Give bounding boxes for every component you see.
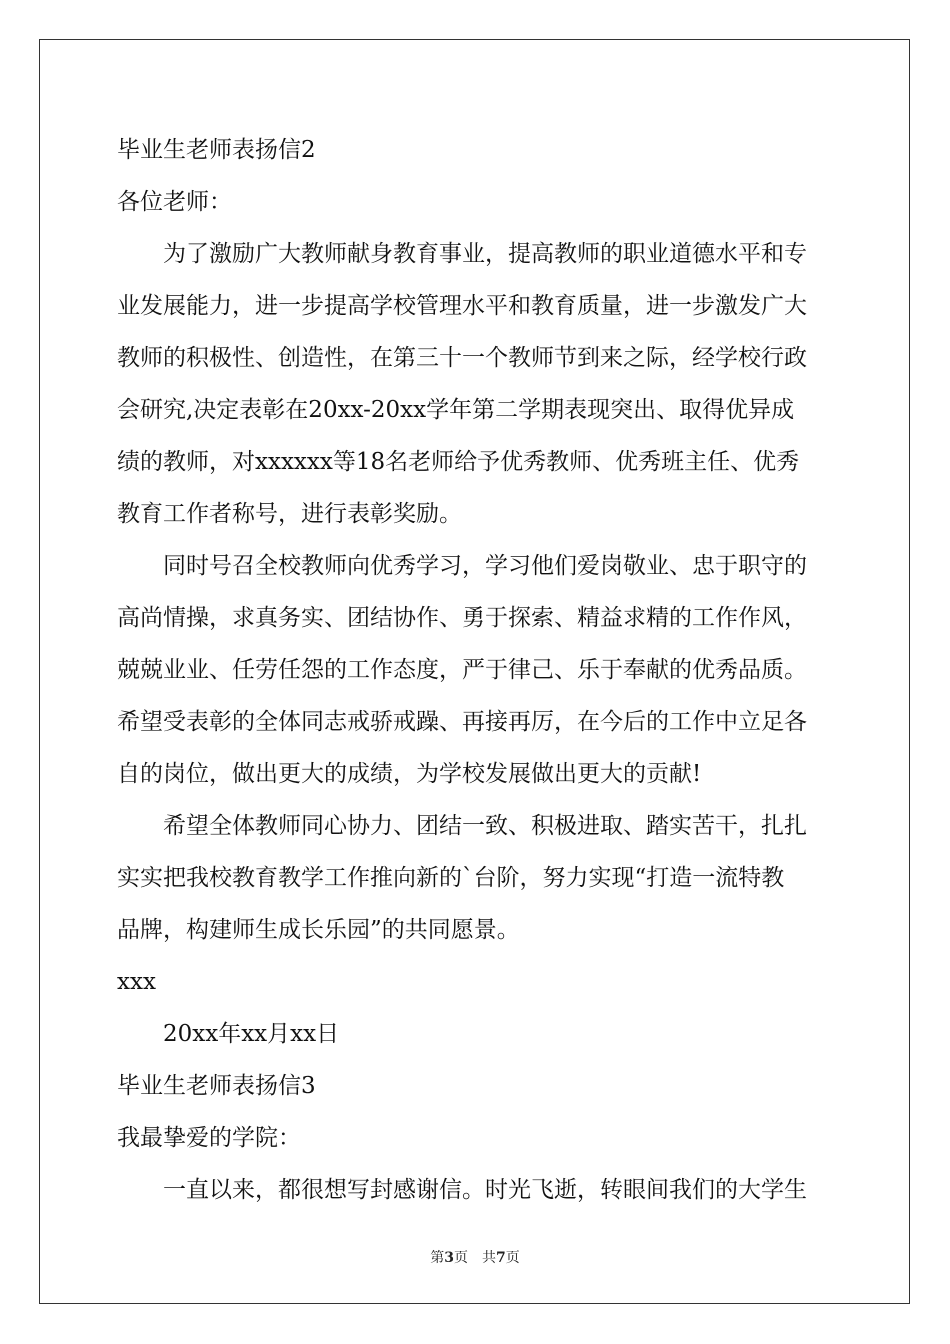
paragraph-line: 同时号召全校教师向优秀学习，学习他们爱岗敬业、忠于职守的 xyxy=(163,553,807,579)
paragraph-line: 自的岗位，做出更大的成绩，为学校发展做出更大的贡献! xyxy=(117,761,702,787)
letter-heading: 毕业生老师表扬信2 xyxy=(117,137,316,163)
salutation: 我最挚爱的学院： xyxy=(117,1125,301,1151)
paragraph-line: 希望受表彰的全体同志戒骄戒躁、再接再厉，在今后的工作中立足各 xyxy=(117,709,807,735)
paragraph-line: 为了激励广大教师献身教育事业，提高教师的职业道德水平和专 xyxy=(163,241,807,267)
page-number-suffix: 页 xyxy=(505,1250,520,1266)
total-page-number: 7 xyxy=(496,1250,506,1266)
paragraph-line: 绩的教师，对xxxxxx等18名老师给予优秀教师、优秀班主任、优秀 xyxy=(117,449,800,475)
paragraph xyxy=(117,800,837,956)
paragraph xyxy=(117,228,837,540)
page-number-prefix: 第 xyxy=(430,1250,445,1266)
letter-heading: 毕业生老师表扬信3 xyxy=(117,1073,316,1099)
current-page-number: 3 xyxy=(444,1250,454,1266)
paragraph-line: 教育工作者称号，进行表彰奖励。 xyxy=(117,501,462,527)
paragraph-line: 品牌，构建师生成长乐园”的共同愿景。 xyxy=(117,917,520,943)
page-number-mid: 页 共 xyxy=(454,1250,496,1266)
paragraph-line: 一直以来，都很想写封感谢信。时光飞逝，转眼间我们的大学生 xyxy=(163,1177,807,1203)
paragraph-line: 业发展能力，进一步提高学校管理水平和教育质量，进一步激发广大 xyxy=(117,293,807,319)
paragraph-line: 高尚情操，求真务实、团结协作、勇于探索、精益求精的工作作风， xyxy=(117,605,807,631)
paragraph-line: 实实把我校教育教学工作推向新的`台阶，努力实现“打造一流特教 xyxy=(117,865,785,891)
paragraph-line: 会研究,决定表彰在20xx-20xx学年第二学期表现突出、取得优异成 xyxy=(117,397,795,423)
page-footer xyxy=(0,1247,950,1267)
paragraph xyxy=(117,1164,837,1216)
paragraph-line: 教师的积极性、创造性，在第三十一个教师节到来之际，经学校行政 xyxy=(117,345,807,371)
paragraph-line: 兢兢业业、任劳任怨的工作态度，严于律己、乐于奉献的优秀品质。 xyxy=(117,657,807,683)
document-body xyxy=(117,124,837,1216)
letter-date: 20xx年xx月xx日 xyxy=(163,1021,340,1047)
paragraph xyxy=(117,540,837,800)
signature: xxx xyxy=(117,969,156,995)
salutation: 各位老师： xyxy=(117,189,232,215)
paragraph-line: 希望全体教师同心协力、团结一致、积极进取、踏实苦干，扎扎 xyxy=(163,813,807,839)
